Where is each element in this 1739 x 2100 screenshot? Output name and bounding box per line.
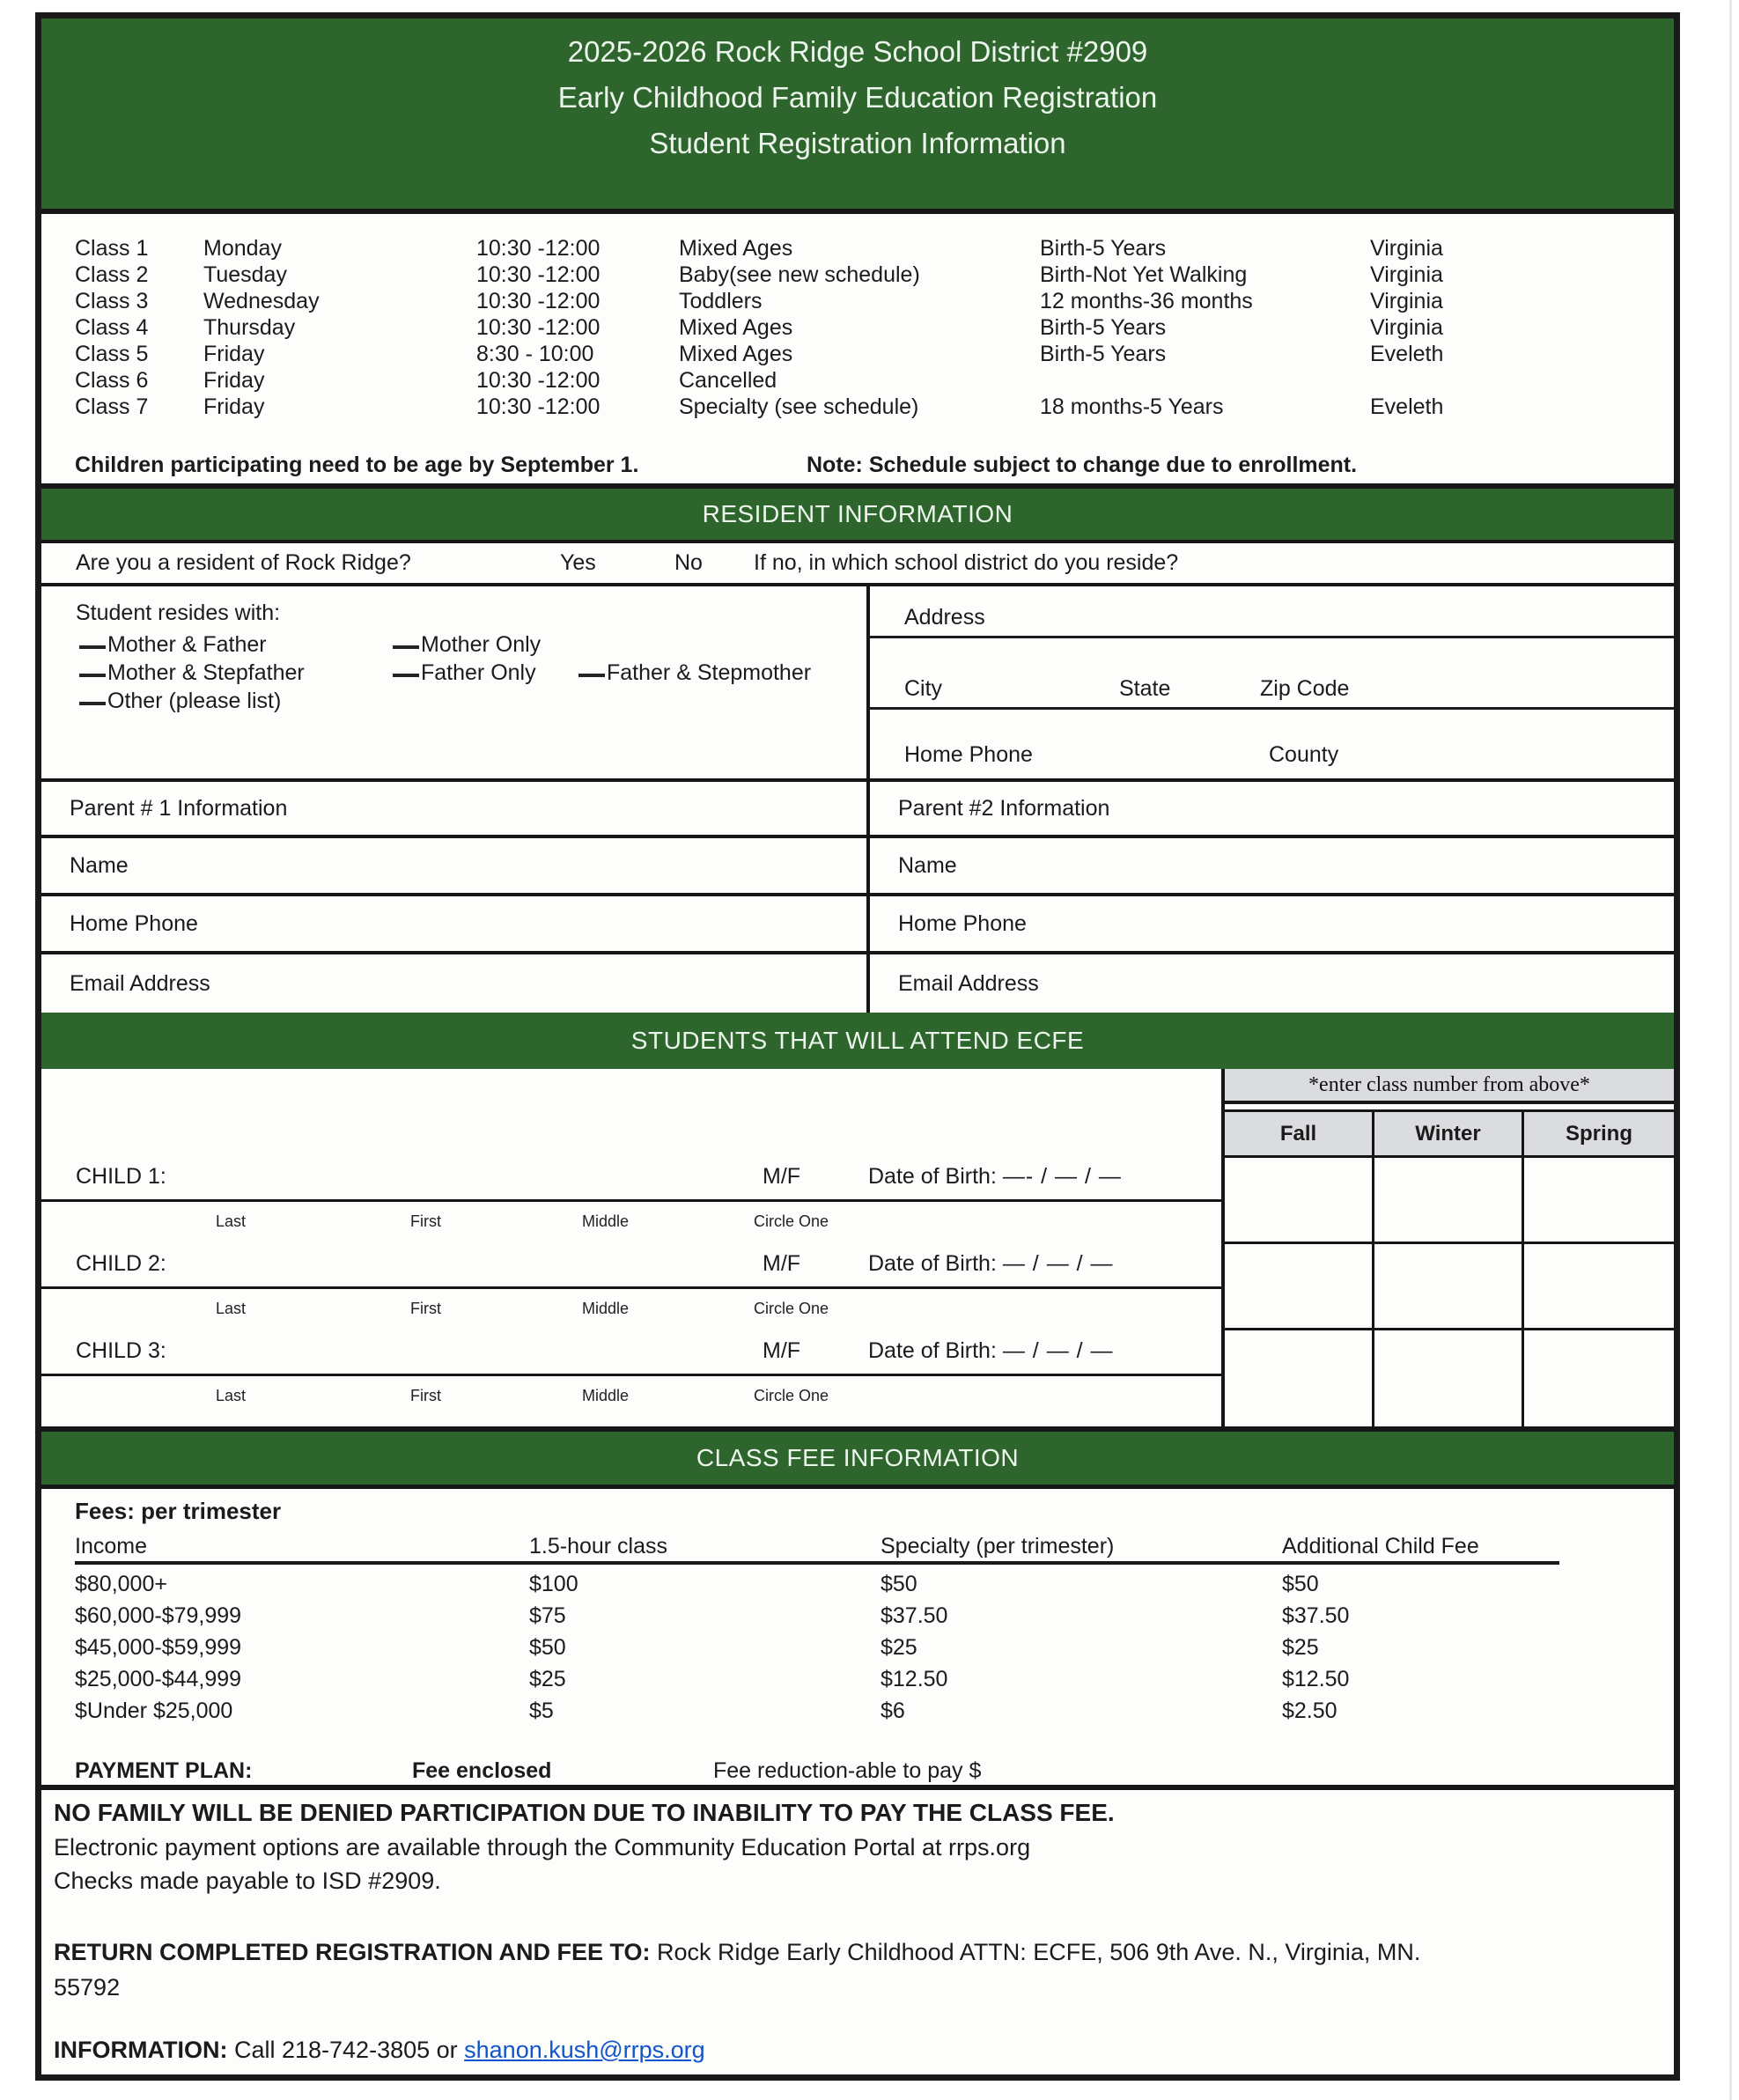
class-selection-table xyxy=(1225,1069,1674,1426)
child3-spring-cell xyxy=(1524,1330,1674,1426)
dob-blanks: — / — / — xyxy=(1002,1337,1114,1363)
fee-row xyxy=(75,1632,1674,1663)
checkbox-blank xyxy=(79,674,106,677)
class-location: Eveleth xyxy=(1370,342,1444,366)
class-location: Virginia xyxy=(1370,315,1443,340)
dob-blanks: —- / — / — xyxy=(1002,1163,1122,1189)
option-label: Father & Stepmother xyxy=(607,660,812,685)
footer-section xyxy=(41,1790,1674,2074)
class-day: Wednesday xyxy=(203,289,320,313)
fees-heading: Fees: per trimester xyxy=(75,1498,282,1524)
payment-plan-label: PAYMENT PLAN: xyxy=(75,1758,253,1783)
no-family-denied-statement: NO FAMILY WILL BE DENIED PARTICIPATION DUE TO INABILITY TO PAY THE CLASS FEE. xyxy=(54,1799,1115,1826)
schedule-notes xyxy=(75,452,1674,478)
class-time: 10:30 -12:00 xyxy=(476,289,601,313)
class-location: Virginia xyxy=(1370,236,1443,261)
schedule-row xyxy=(75,235,1674,262)
season-header-row xyxy=(1225,1109,1674,1158)
class-ages xyxy=(1040,367,1370,394)
child2-sublabels xyxy=(41,1289,1221,1328)
dob-label: Date of Birth: xyxy=(868,1337,997,1363)
child3-mf: M/F xyxy=(763,1337,801,1363)
title-line-3: Student Registration Information xyxy=(649,127,1066,159)
specialty-fee: $37.50 xyxy=(881,1603,948,1628)
checkbox-blank xyxy=(393,645,419,649)
checkbox-blank xyxy=(79,702,106,705)
child2-spring-cell xyxy=(1524,1244,1674,1330)
child3-sublabels xyxy=(41,1376,1221,1415)
option-mother-father xyxy=(79,630,393,659)
child2-mf: M/F xyxy=(763,1250,801,1276)
dob-label: Date of Birth: xyxy=(868,1163,997,1189)
winter-column-header: Winter xyxy=(1374,1112,1524,1155)
class-time: 10:30 -12:00 xyxy=(476,394,601,419)
zip-label: Zip Code xyxy=(1260,676,1350,701)
child2-label: CHILD 2: xyxy=(76,1250,166,1276)
first-sublabel: First xyxy=(410,1386,441,1404)
fee-enclosed-option: Fee enclosed xyxy=(412,1758,552,1783)
specialty-fee: $50 xyxy=(881,1572,917,1596)
parent2-email-field: Email Address xyxy=(898,970,1039,996)
class-ages: Birth-5 Years xyxy=(1040,342,1167,366)
child1-row xyxy=(41,1153,1221,1202)
class-day: Friday xyxy=(203,394,265,419)
title-line-1: 2025-2026 Rock Ridge School District #2909 xyxy=(567,35,1148,68)
resides-options-row xyxy=(76,659,866,687)
schedule-row xyxy=(75,341,1674,367)
class-number: Class 7 xyxy=(75,394,149,419)
fall-column-header: Fall xyxy=(1225,1112,1374,1155)
first-sublabel: First xyxy=(410,1299,441,1317)
registration-form xyxy=(35,12,1680,2081)
child1-winter-cell xyxy=(1374,1158,1524,1244)
checks-payable-note: Checks made payable to ISD #2909. xyxy=(54,1868,441,1894)
return-instructions xyxy=(54,1934,1489,2005)
class-day: Friday xyxy=(203,342,265,366)
title-banner xyxy=(41,18,1674,214)
child3-winter-cell xyxy=(1374,1330,1524,1426)
child1-mf: M/F xyxy=(763,1163,801,1189)
schedule-row xyxy=(75,367,1674,394)
class-fee: $50 xyxy=(529,1635,566,1660)
option-mother-stepfather xyxy=(79,659,393,687)
class-number: Class 5 xyxy=(75,342,149,366)
class-time: 10:30 -12:00 xyxy=(476,315,601,340)
resident-information-banner: RESIDENT INFORMATION xyxy=(41,489,1674,543)
city-state-zip-row xyxy=(870,638,1674,710)
child2-fall-cell xyxy=(1225,1244,1374,1330)
resident-question: Are you a resident of Rock Ridge? xyxy=(76,550,411,575)
address-label: Address xyxy=(904,605,985,630)
child2-winter-cell xyxy=(1374,1244,1524,1330)
additional-child-fee: $25 xyxy=(1282,1635,1319,1660)
contact-email-link[interactable]: shanon.kush@rrps.org xyxy=(464,2037,705,2063)
option-mother-only xyxy=(393,630,541,659)
option-label: Mother & Stepfather xyxy=(107,660,305,685)
class-location: Virginia xyxy=(1370,289,1443,313)
class-time: 10:30 -12:00 xyxy=(476,262,601,287)
class-day: Tuesday xyxy=(203,262,287,287)
dob-label: Date of Birth: xyxy=(868,1250,997,1276)
last-sublabel: Last xyxy=(216,1212,247,1230)
additional-child-fee: $12.50 xyxy=(1282,1667,1350,1691)
resides-with-box xyxy=(41,586,870,778)
resides-options-row xyxy=(76,687,866,715)
dob-blanks: — / — / — xyxy=(1002,1250,1114,1276)
parents-section xyxy=(41,782,1674,1013)
income-bracket: $25,000-$44,999 xyxy=(75,1667,242,1691)
class-location: Eveleth xyxy=(1370,394,1444,419)
schedule-row xyxy=(75,288,1674,314)
fee-row xyxy=(75,1600,1674,1632)
option-label: Mother & Father xyxy=(107,632,267,657)
checkbox-blank xyxy=(578,674,605,677)
checkbox-blank xyxy=(79,645,106,649)
child2-class-cells xyxy=(1225,1244,1674,1330)
resident-details-section xyxy=(41,586,1674,782)
class-ages: 12 months-36 months xyxy=(1040,289,1253,313)
class-location: Virginia xyxy=(1370,262,1443,287)
students-banner: STUDENTS THAT WILL ATTEND ECFE xyxy=(41,1013,1674,1069)
fee-reduction-option: Fee reduction-able to pay $ xyxy=(713,1758,982,1783)
option-father-only xyxy=(393,659,578,687)
child3-fall-cell xyxy=(1225,1330,1374,1426)
resides-options-row xyxy=(76,630,866,659)
additional-child-fee: $2.50 xyxy=(1282,1698,1337,1723)
child1-class-cells xyxy=(1225,1158,1674,1244)
return-label: RETURN COMPLETED REGISTRATION AND FEE TO: xyxy=(54,1939,651,1965)
parent1-header: Parent # 1 Information xyxy=(41,782,870,838)
class-number: Class 1 xyxy=(75,236,149,261)
child3-class-cells xyxy=(1225,1330,1674,1426)
resident-question-row xyxy=(41,543,1674,586)
information-line xyxy=(54,2037,705,2064)
fee-row xyxy=(75,1663,1674,1695)
class-day: Friday xyxy=(203,368,265,393)
parent1-name-field: Name xyxy=(41,838,870,896)
specialty-column-header: Specialty (per trimester) xyxy=(881,1534,1115,1558)
class-fee-banner: CLASS FEE INFORMATION xyxy=(41,1432,1674,1489)
child3-dob xyxy=(868,1338,1114,1364)
students-section xyxy=(41,1069,1674,1432)
specialty-fee: $12.50 xyxy=(881,1667,948,1691)
resides-with-label: Student resides with: xyxy=(76,601,281,625)
class-type: Toddlers xyxy=(679,289,763,313)
checkbox-blank xyxy=(393,674,419,677)
class-type: Specialty (see schedule) xyxy=(679,394,919,419)
phone-county-row xyxy=(870,710,1674,778)
children-box-spacer xyxy=(41,1069,1221,1153)
additional-child-fee: $50 xyxy=(1282,1572,1319,1596)
income-bracket: $45,000-$59,999 xyxy=(75,1635,242,1660)
fee-row xyxy=(75,1695,1674,1727)
last-sublabel: Last xyxy=(216,1299,247,1317)
address-row xyxy=(870,586,1674,638)
class-type: Mixed Ages xyxy=(679,236,793,261)
child1-sublabels xyxy=(41,1202,1221,1241)
class-number: Class 2 xyxy=(75,262,149,287)
class-type: Mixed Ages xyxy=(679,342,793,366)
middle-sublabel: Middle xyxy=(582,1299,630,1317)
title-line-2: Early Childhood Family Education Registration xyxy=(557,81,1158,114)
middle-sublabel: Middle xyxy=(582,1212,630,1230)
specialty-fee: $25 xyxy=(881,1635,917,1660)
payment-plan-row xyxy=(75,1757,1674,1785)
class-ages: 18 months-5 Years xyxy=(1040,394,1224,419)
option-father-stepmother xyxy=(578,659,811,687)
class-ages: Birth-5 Years xyxy=(1040,315,1167,340)
child2-row xyxy=(41,1241,1221,1289)
child1-fall-cell xyxy=(1225,1158,1374,1244)
parent2-home-phone-field: Home Phone xyxy=(870,896,1674,954)
fee-table-header xyxy=(75,1526,1559,1565)
option-other xyxy=(79,687,281,715)
income-column-header: Income xyxy=(75,1534,147,1558)
parent1-email-field: Email Address xyxy=(41,954,870,1013)
circle-one-sublabel: Circle One xyxy=(754,1212,829,1230)
resident-no-option: No xyxy=(674,550,703,575)
child1-dob xyxy=(868,1164,1122,1190)
class-schedule-section xyxy=(41,214,1674,489)
first-sublabel: First xyxy=(410,1212,441,1230)
schedule-row xyxy=(75,394,1674,420)
parent1-home-phone-field: Home Phone xyxy=(41,896,870,954)
class-number: Class 3 xyxy=(75,289,149,313)
class-number: Class 6 xyxy=(75,368,149,393)
city-label: City xyxy=(904,676,943,701)
child2-dob xyxy=(868,1251,1114,1277)
class-ages: Birth-Not Yet Walking xyxy=(1040,262,1248,287)
class-location xyxy=(1370,367,1674,394)
change-note: Note: Schedule subject to change due to enrollment. xyxy=(807,453,1358,477)
class-type: Mixed Ages xyxy=(679,315,793,340)
option-label: Father Only xyxy=(421,660,536,685)
additional-child-fee: $37.50 xyxy=(1282,1603,1350,1628)
class-fee-column-header: 1.5-hour class xyxy=(529,1534,668,1558)
class-time: 8:30 - 10:00 xyxy=(476,342,594,366)
county-label: County xyxy=(1269,742,1339,767)
schedule-row xyxy=(75,262,1674,288)
fees-section xyxy=(41,1489,1674,1790)
middle-sublabel: Middle xyxy=(582,1386,630,1404)
information-label: INFORMATION: xyxy=(54,2037,228,2063)
additional-child-column-header: Additional Child Fee xyxy=(1282,1534,1479,1558)
income-bracket: $60,000-$79,999 xyxy=(75,1603,242,1628)
class-type: Baby(see new schedule) xyxy=(679,262,920,287)
information-phone: Call 218-742-3805 or xyxy=(227,2037,465,2063)
class-ages: Birth-5 Years xyxy=(1040,236,1167,261)
resident-yes-option: Yes xyxy=(560,550,596,575)
option-label: Mother Only xyxy=(421,632,542,657)
class-day: Monday xyxy=(203,236,282,261)
home-phone-label: Home Phone xyxy=(904,742,1033,767)
return-address: Rock Ridge Early Childhood ATTN: ECFE, 506 9th Ave. N., Virginia, MN. 55792 xyxy=(54,1939,1421,2001)
parent2-header: Parent #2 Information xyxy=(870,782,1674,838)
class-time: 10:30 -12:00 xyxy=(476,236,601,261)
child3-row xyxy=(41,1328,1221,1376)
class-number: Class 4 xyxy=(75,315,149,340)
resident-if-no-prompt: If no, in which school district do you reside? xyxy=(754,550,1179,575)
class-fee: $75 xyxy=(529,1603,566,1628)
enter-class-note: *enter class number from above* xyxy=(1225,1069,1674,1104)
age-note: Children participating need to be age by September 1. xyxy=(75,453,639,477)
class-fee: $25 xyxy=(529,1667,566,1691)
class-time: 10:30 -12:00 xyxy=(476,368,601,393)
circle-one-sublabel: Circle One xyxy=(754,1299,829,1317)
income-bracket: $80,000+ xyxy=(75,1572,167,1596)
class-fee: $5 xyxy=(529,1698,554,1723)
address-box xyxy=(870,586,1674,778)
income-bracket: $Under $25,000 xyxy=(75,1698,233,1723)
class-day: Thursday xyxy=(203,315,296,340)
spring-column-header: Spring xyxy=(1566,1121,1632,1146)
children-box xyxy=(41,1069,1225,1426)
parent2-name-field: Name xyxy=(870,838,1674,896)
last-sublabel: Last xyxy=(216,1386,247,1404)
electronic-payment-note: Electronic payment options are available through the Community Education Portal at rrps.org xyxy=(54,1834,1031,1861)
option-label: Other (please list) xyxy=(107,689,282,713)
child1-spring-cell xyxy=(1524,1158,1674,1244)
circle-one-sublabel: Circle One xyxy=(754,1386,829,1404)
specialty-fee: $6 xyxy=(881,1698,905,1723)
schedule-row xyxy=(75,314,1674,341)
scan-edge-artifact xyxy=(1729,0,1732,2100)
state-label: State xyxy=(1119,676,1171,701)
class-fee: $100 xyxy=(529,1572,578,1596)
fee-row xyxy=(75,1568,1674,1600)
child1-label: CHILD 1: xyxy=(76,1163,166,1189)
child3-label: CHILD 3: xyxy=(76,1337,166,1363)
class-type: Cancelled xyxy=(679,368,777,393)
